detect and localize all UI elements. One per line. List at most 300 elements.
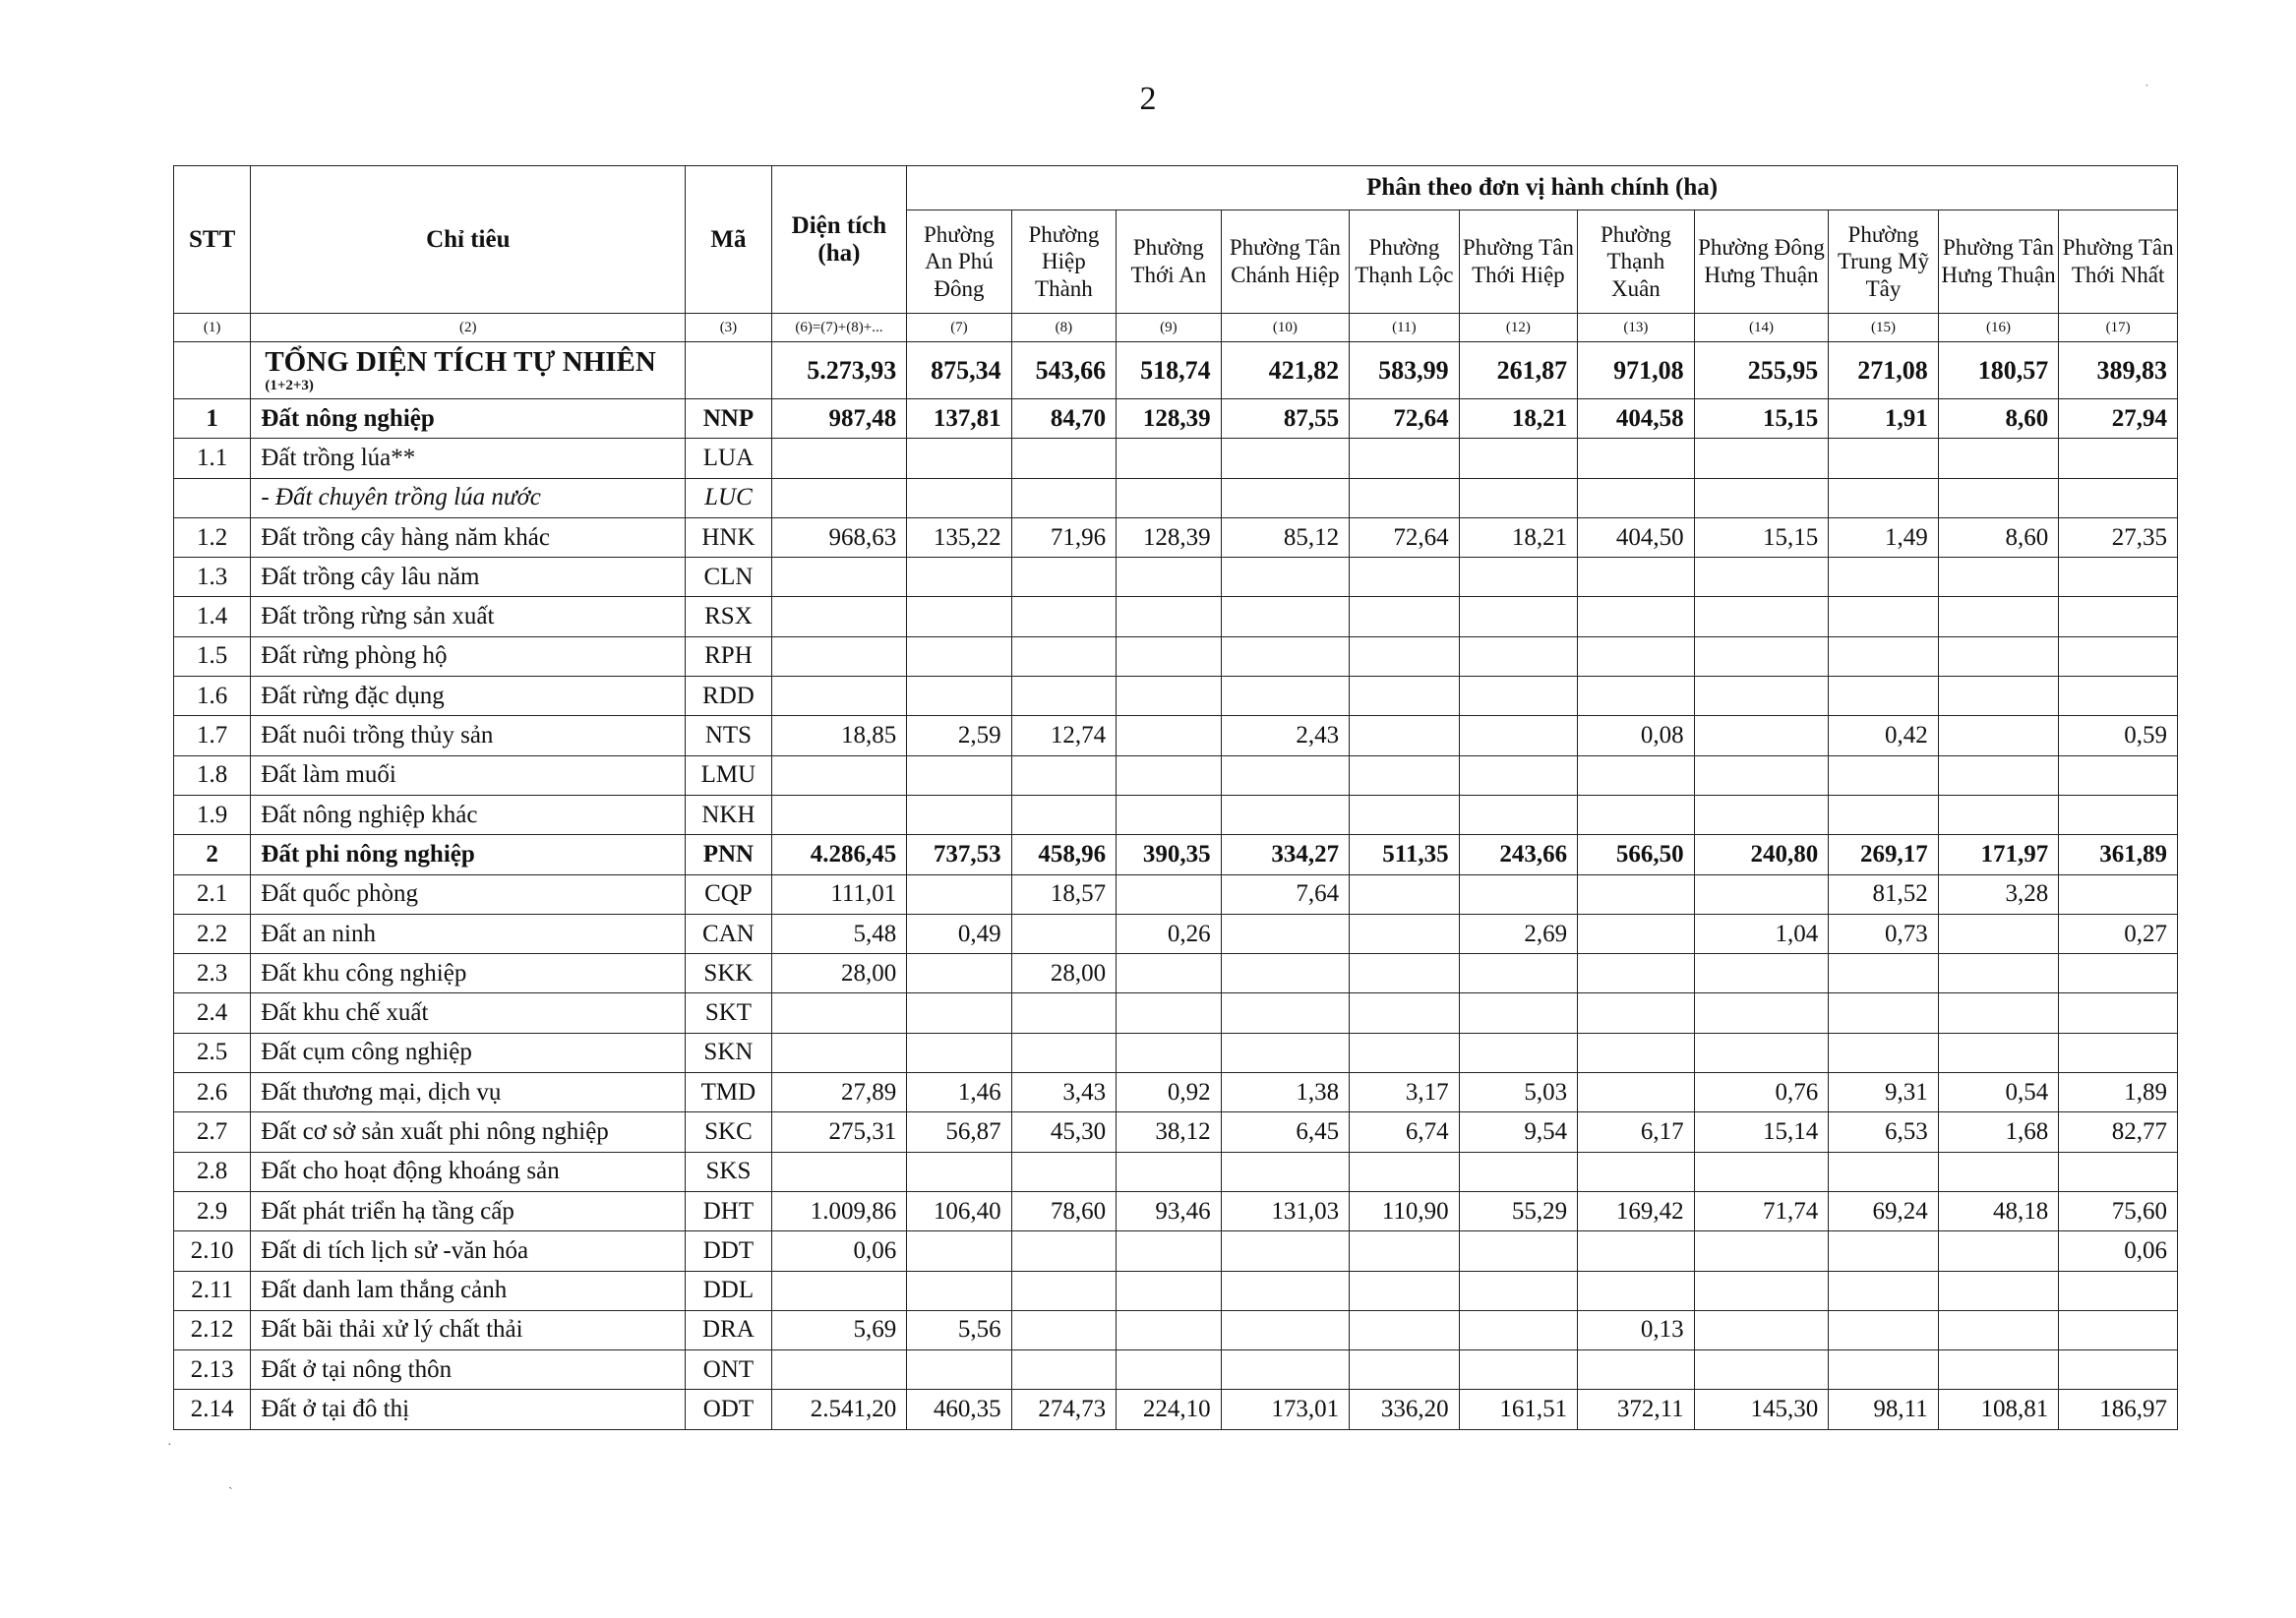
row-value-cell bbox=[1459, 558, 1578, 597]
table-row bbox=[174, 795, 2178, 834]
row-value-cell bbox=[771, 993, 907, 1033]
row-value-cell bbox=[1459, 874, 1578, 914]
row-value-cell bbox=[1117, 677, 1221, 716]
row-value-cell bbox=[1117, 636, 1221, 676]
row-value-cell: 111,01 bbox=[771, 874, 907, 914]
row-value-cell bbox=[1578, 795, 1695, 834]
row-value-cell bbox=[1938, 993, 2059, 1033]
total-value-cell: 518,74 bbox=[1117, 342, 1221, 399]
row-indicator: Đất phát triển hạ tầng cấp bbox=[251, 1191, 686, 1230]
row-value-cell: 274,73 bbox=[1011, 1390, 1116, 1429]
header-ward: Phường Tân Thới Nhất bbox=[2059, 210, 2178, 314]
row-value-cell: 186,97 bbox=[2059, 1390, 2178, 1429]
row-indicator: Đất khu chế xuất bbox=[251, 993, 686, 1033]
row-value-cell bbox=[907, 954, 1011, 993]
total-value-cell: 180,57 bbox=[1938, 342, 2059, 399]
table-row bbox=[174, 1112, 2178, 1152]
row-value-cell bbox=[907, 755, 1011, 795]
row-value-cell bbox=[771, 1033, 907, 1072]
row-value-cell bbox=[1221, 677, 1350, 716]
row-value-cell bbox=[771, 795, 907, 834]
row-stt: 1.4 bbox=[174, 597, 251, 636]
row-value-cell: 69,24 bbox=[1829, 1191, 1938, 1230]
row-value-cell: 3,17 bbox=[1350, 1073, 1459, 1112]
row-value-cell: 0,06 bbox=[2059, 1231, 2178, 1271]
row-indicator: Đất ở tại đô thị bbox=[251, 1390, 686, 1429]
row-value-cell: 5,48 bbox=[771, 914, 907, 953]
total-stt-cell bbox=[174, 342, 251, 399]
row-value-cell bbox=[1221, 558, 1350, 597]
row-value-cell bbox=[1117, 1350, 1221, 1390]
table-row bbox=[174, 1390, 2178, 1429]
row-value-cell: 2,69 bbox=[1459, 914, 1578, 953]
row-code: LUA bbox=[686, 439, 771, 478]
row-value-cell bbox=[1829, 993, 1938, 1033]
row-value-cell bbox=[1350, 597, 1459, 636]
row-stt: 2 bbox=[174, 835, 251, 874]
row-value-cell bbox=[1221, 1152, 1350, 1191]
row-value-cell: 75,60 bbox=[2059, 1191, 2178, 1230]
row-value-cell: 9,54 bbox=[1459, 1112, 1578, 1152]
row-stt: 2.7 bbox=[174, 1112, 251, 1152]
row-value-cell: 511,35 bbox=[1350, 835, 1459, 874]
row-value-cell bbox=[1350, 1152, 1459, 1191]
row-stt: 2.11 bbox=[174, 1271, 251, 1310]
row-value-cell bbox=[1350, 1033, 1459, 1072]
row-value-cell bbox=[2059, 478, 2178, 517]
row-value-cell bbox=[1938, 439, 2059, 478]
row-value-cell bbox=[1578, 874, 1695, 914]
row-stt: 2.6 bbox=[174, 1073, 251, 1112]
column-index-cell: (9) bbox=[1117, 314, 1221, 342]
total-code-cell bbox=[686, 342, 771, 399]
column-index-cell: (7) bbox=[907, 314, 1011, 342]
row-value-cell bbox=[2059, 1310, 2178, 1349]
row-value-cell bbox=[1011, 478, 1116, 517]
row-value-cell: 460,35 bbox=[907, 1390, 1011, 1429]
row-value-cell: 72,64 bbox=[1350, 517, 1459, 557]
row-value-cell bbox=[1694, 1152, 1829, 1191]
row-value-cell bbox=[1938, 1152, 2059, 1191]
row-value-cell bbox=[1459, 1271, 1578, 1310]
row-value-cell bbox=[1578, 558, 1695, 597]
row-value-cell bbox=[1011, 439, 1116, 478]
row-indicator: Đất trồng rừng sản xuất bbox=[251, 597, 686, 636]
row-value-cell: 78,60 bbox=[1011, 1191, 1116, 1230]
row-value-cell bbox=[1938, 755, 2059, 795]
table-row bbox=[174, 597, 2178, 636]
row-value-cell bbox=[2059, 636, 2178, 676]
row-code: CQP bbox=[686, 874, 771, 914]
row-value-cell bbox=[907, 1033, 1011, 1072]
row-indicator: Đất cụm công nghiệp bbox=[251, 1033, 686, 1072]
row-value-cell bbox=[1829, 1231, 1938, 1271]
row-value-cell bbox=[907, 478, 1011, 517]
row-value-cell bbox=[1938, 954, 2059, 993]
row-value-cell: 171,97 bbox=[1938, 835, 2059, 874]
total-value-cell: 421,82 bbox=[1221, 342, 1350, 399]
table-row bbox=[174, 517, 2178, 557]
row-value-cell: 169,42 bbox=[1578, 1191, 1695, 1230]
row-value-cell bbox=[1938, 677, 2059, 716]
row-indicator: Đất di tích lịch sử -văn hóa bbox=[251, 1231, 686, 1271]
row-value-cell bbox=[1221, 636, 1350, 676]
row-code: RSX bbox=[686, 597, 771, 636]
row-value-cell: 1,38 bbox=[1221, 1073, 1350, 1112]
row-value-cell: 5,03 bbox=[1459, 1073, 1578, 1112]
row-value-cell bbox=[1350, 677, 1459, 716]
row-value-cell: 4.286,45 bbox=[771, 835, 907, 874]
row-value-cell bbox=[1694, 1231, 1829, 1271]
row-value-cell bbox=[1350, 636, 1459, 676]
column-index-cell: (2) bbox=[251, 314, 686, 342]
row-value-cell bbox=[1694, 1310, 1829, 1349]
total-value-cell: 261,87 bbox=[1459, 342, 1578, 399]
row-value-cell bbox=[1011, 597, 1116, 636]
row-value-cell: 5,56 bbox=[907, 1310, 1011, 1349]
row-value-cell: 3,43 bbox=[1011, 1073, 1116, 1112]
row-value-cell bbox=[1578, 1073, 1695, 1112]
row-value-cell bbox=[1117, 874, 1221, 914]
row-value-cell: 48,18 bbox=[1938, 1191, 2059, 1230]
row-value-cell bbox=[1578, 1350, 1695, 1390]
row-value-cell: 173,01 bbox=[1221, 1390, 1350, 1429]
row-code: ONT bbox=[686, 1350, 771, 1390]
row-code: DRA bbox=[686, 1310, 771, 1349]
row-value-cell: 1.009,86 bbox=[771, 1191, 907, 1230]
header-area-label: Diện tích (ha) bbox=[791, 211, 887, 267]
row-value-cell: 1,68 bbox=[1938, 1112, 2059, 1152]
row-value-cell: 85,12 bbox=[1221, 517, 1350, 557]
row-value-cell: 0,08 bbox=[1578, 716, 1695, 755]
row-value-cell bbox=[1459, 716, 1578, 755]
row-stt: 2.10 bbox=[174, 1231, 251, 1271]
row-value-cell: 6,45 bbox=[1221, 1112, 1350, 1152]
row-value-cell: 0,92 bbox=[1117, 1073, 1221, 1112]
scan-speck: ˙ bbox=[2145, 83, 2149, 97]
row-value-cell: 55,29 bbox=[1459, 1191, 1578, 1230]
row-stt: 1.9 bbox=[174, 795, 251, 834]
row-indicator: Đất trồng cây hàng năm khác bbox=[251, 517, 686, 557]
row-value-cell bbox=[2059, 558, 2178, 597]
row-value-cell bbox=[1938, 558, 2059, 597]
scan-speck: · bbox=[167, 1438, 172, 1453]
row-value-cell bbox=[1938, 1271, 2059, 1310]
header-ward: Phường Đông Hưng Thuận bbox=[1694, 210, 1829, 314]
row-code: NTS bbox=[686, 716, 771, 755]
total-value-cell: 255,95 bbox=[1694, 342, 1829, 399]
row-value-cell bbox=[907, 636, 1011, 676]
row-value-cell bbox=[2059, 795, 2178, 834]
row-value-cell bbox=[1938, 597, 2059, 636]
column-index-cell: (1) bbox=[174, 314, 251, 342]
column-index-cell: (11) bbox=[1350, 314, 1459, 342]
row-value-cell bbox=[1694, 1350, 1829, 1390]
column-index-cell: (10) bbox=[1221, 314, 1350, 342]
row-value-cell bbox=[1938, 1350, 2059, 1390]
total-sublabel: (1+2+3) bbox=[265, 377, 314, 393]
row-value-cell bbox=[1350, 558, 1459, 597]
row-stt: 1.8 bbox=[174, 755, 251, 795]
row-value-cell bbox=[1011, 755, 1116, 795]
row-value-cell: 56,87 bbox=[907, 1112, 1011, 1152]
row-value-cell: 6,74 bbox=[1350, 1112, 1459, 1152]
row-value-cell bbox=[1221, 755, 1350, 795]
table-row bbox=[174, 1033, 2178, 1072]
header-ward: Phường Tân Hưng Thuận bbox=[1938, 210, 2059, 314]
row-value-cell bbox=[1938, 795, 2059, 834]
row-value-cell bbox=[1938, 914, 2059, 953]
row-indicator: Đất quốc phòng bbox=[251, 874, 686, 914]
row-value-cell: 18,85 bbox=[771, 716, 907, 755]
row-indicator: Đất ở tại nông thôn bbox=[251, 1350, 686, 1390]
row-value-cell bbox=[1221, 1033, 1350, 1072]
column-index-cell: (15) bbox=[1829, 314, 1938, 342]
row-value-cell bbox=[1221, 954, 1350, 993]
table-row bbox=[174, 914, 2178, 953]
row-value-cell bbox=[771, 1350, 907, 1390]
row-value-cell bbox=[1117, 755, 1221, 795]
row-value-cell bbox=[907, 874, 1011, 914]
row-stt: 2.2 bbox=[174, 914, 251, 953]
row-value-cell bbox=[1221, 1350, 1350, 1390]
row-value-cell: 0,26 bbox=[1117, 914, 1221, 953]
row-value-cell: 269,17 bbox=[1829, 835, 1938, 874]
row-code: LMU bbox=[686, 755, 771, 795]
row-value-cell: 0,73 bbox=[1829, 914, 1938, 953]
row-value-cell: 110,90 bbox=[1350, 1191, 1459, 1230]
column-index-cell: (8) bbox=[1011, 314, 1116, 342]
row-value-cell: 12,74 bbox=[1011, 716, 1116, 755]
row-value-cell bbox=[1117, 993, 1221, 1033]
row-indicator: Đất khu công nghiệp bbox=[251, 954, 686, 993]
row-value-cell bbox=[1938, 478, 2059, 517]
column-index-cell: (6)=(7)+(8)+... bbox=[771, 314, 907, 342]
table-row bbox=[174, 1152, 2178, 1191]
row-value-cell bbox=[1578, 439, 1695, 478]
row-value-cell bbox=[907, 993, 1011, 1033]
row-value-cell bbox=[1221, 1310, 1350, 1349]
table-row bbox=[174, 1310, 2178, 1349]
row-value-cell bbox=[1578, 1033, 1695, 1072]
table-row bbox=[174, 835, 2178, 874]
row-value-cell bbox=[1694, 954, 1829, 993]
row-value-cell: 135,22 bbox=[907, 517, 1011, 557]
row-value-cell: 275,31 bbox=[771, 1112, 907, 1152]
row-value-cell: 0,49 bbox=[907, 914, 1011, 953]
row-value-cell bbox=[907, 597, 1011, 636]
row-value-cell bbox=[2059, 439, 2178, 478]
table-row bbox=[174, 1271, 2178, 1310]
row-value-cell: 390,35 bbox=[1117, 835, 1221, 874]
row-code: LUC bbox=[686, 478, 771, 517]
row-value-cell: 98,11 bbox=[1829, 1390, 1938, 1429]
row-value-cell: 45,30 bbox=[1011, 1112, 1116, 1152]
row-stt: 2.13 bbox=[174, 1350, 251, 1390]
row-value-cell bbox=[1117, 795, 1221, 834]
row-value-cell bbox=[1694, 993, 1829, 1033]
row-value-cell: 15,15 bbox=[1694, 517, 1829, 557]
row-value-cell: 0,76 bbox=[1694, 1073, 1829, 1112]
row-value-cell bbox=[1011, 1350, 1116, 1390]
table-row bbox=[174, 716, 2178, 755]
row-value-cell bbox=[1459, 795, 1578, 834]
header-ward: Phường Hiệp Thành bbox=[1011, 210, 1116, 314]
table-body bbox=[174, 342, 2178, 1430]
row-value-cell bbox=[1350, 954, 1459, 993]
column-index-cell: (12) bbox=[1459, 314, 1578, 342]
row-value-cell bbox=[1011, 1033, 1116, 1072]
row-value-cell bbox=[1829, 954, 1938, 993]
row-value-cell bbox=[1221, 795, 1350, 834]
column-index-row bbox=[174, 314, 2178, 342]
row-code: SKK bbox=[686, 954, 771, 993]
row-value-cell bbox=[1459, 1152, 1578, 1191]
row-value-cell: 106,40 bbox=[907, 1191, 1011, 1230]
row-value-cell bbox=[1459, 677, 1578, 716]
row-value-cell: 87,55 bbox=[1221, 399, 1350, 439]
row-value-cell bbox=[771, 597, 907, 636]
row-value-cell bbox=[1829, 755, 1938, 795]
row-value-cell bbox=[1578, 478, 1695, 517]
header-stt: STT bbox=[174, 166, 251, 314]
row-value-cell bbox=[1829, 1152, 1938, 1191]
row-value-cell: 15,14 bbox=[1694, 1112, 1829, 1152]
row-value-cell: 27,94 bbox=[2059, 399, 2178, 439]
row-stt bbox=[174, 478, 251, 517]
row-value-cell: 18,57 bbox=[1011, 874, 1116, 914]
row-stt: 1 bbox=[174, 399, 251, 439]
row-indicator: Đất bãi thải xử lý chất thải bbox=[251, 1310, 686, 1349]
row-indicator: Đất trồng cây lâu năm bbox=[251, 558, 686, 597]
row-value-cell: 458,96 bbox=[1011, 835, 1116, 874]
row-value-cell bbox=[1829, 1271, 1938, 1310]
row-value-cell: 987,48 bbox=[771, 399, 907, 439]
row-value-cell: 566,50 bbox=[1578, 835, 1695, 874]
row-code: SKT bbox=[686, 993, 771, 1033]
column-index-cell: (13) bbox=[1578, 314, 1695, 342]
row-value-cell bbox=[1117, 954, 1221, 993]
row-value-cell: 404,58 bbox=[1578, 399, 1695, 439]
row-code: DDL bbox=[686, 1271, 771, 1310]
total-value-cell: 389,83 bbox=[2059, 342, 2178, 399]
row-code: DHT bbox=[686, 1191, 771, 1230]
row-value-cell bbox=[1221, 597, 1350, 636]
row-value-cell bbox=[1829, 558, 1938, 597]
row-value-cell bbox=[771, 636, 907, 676]
row-value-cell bbox=[1221, 914, 1350, 953]
row-value-cell bbox=[1829, 439, 1938, 478]
row-value-cell bbox=[1694, 439, 1829, 478]
row-value-cell bbox=[1459, 1033, 1578, 1072]
row-value-cell: 28,00 bbox=[771, 954, 907, 993]
row-value-cell bbox=[1117, 716, 1221, 755]
row-value-cell: 1,91 bbox=[1829, 399, 1938, 439]
row-value-cell bbox=[1459, 954, 1578, 993]
row-value-cell bbox=[1578, 755, 1695, 795]
row-code: NKH bbox=[686, 795, 771, 834]
row-value-cell bbox=[1350, 755, 1459, 795]
land-use-table bbox=[173, 165, 2178, 1430]
row-value-cell: 82,77 bbox=[2059, 1112, 2178, 1152]
row-value-cell bbox=[1459, 478, 1578, 517]
row-value-cell bbox=[907, 439, 1011, 478]
row-code: TMD bbox=[686, 1073, 771, 1112]
table-row bbox=[174, 558, 2178, 597]
header-indicator: Chỉ tiêu bbox=[251, 166, 686, 314]
row-value-cell bbox=[2059, 993, 2178, 1033]
row-value-cell: 1,89 bbox=[2059, 1073, 2178, 1112]
total-value-cell: 583,99 bbox=[1350, 342, 1459, 399]
row-value-cell bbox=[1829, 636, 1938, 676]
row-value-cell: 81,52 bbox=[1829, 874, 1938, 914]
row-stt: 1.7 bbox=[174, 716, 251, 755]
table-row bbox=[174, 874, 2178, 914]
row-value-cell: 71,74 bbox=[1694, 1191, 1829, 1230]
row-indicator: - Đất chuyên trồng lúa nước bbox=[251, 478, 686, 517]
row-value-cell bbox=[2059, 1350, 2178, 1390]
row-value-cell bbox=[2059, 1033, 2178, 1072]
row-value-cell bbox=[771, 439, 907, 478]
row-value-cell: 9,31 bbox=[1829, 1073, 1938, 1112]
row-value-cell bbox=[1221, 1271, 1350, 1310]
row-value-cell: 0,54 bbox=[1938, 1073, 2059, 1112]
row-value-cell: 145,30 bbox=[1694, 1390, 1829, 1429]
row-value-cell: 1,46 bbox=[907, 1073, 1011, 1112]
row-indicator: Đất danh lam thắng cảnh bbox=[251, 1271, 686, 1310]
row-value-cell bbox=[1829, 478, 1938, 517]
row-value-cell bbox=[1578, 993, 1695, 1033]
row-value-cell bbox=[1829, 677, 1938, 716]
row-value-cell: 336,20 bbox=[1350, 1390, 1459, 1429]
table-row bbox=[174, 478, 2178, 517]
total-value-cell: 271,08 bbox=[1829, 342, 1938, 399]
row-value-cell bbox=[1694, 677, 1829, 716]
row-value-cell bbox=[1829, 795, 1938, 834]
row-value-cell bbox=[1459, 1231, 1578, 1271]
table-row bbox=[174, 439, 2178, 478]
total-row bbox=[174, 342, 2178, 399]
row-stt: 1.6 bbox=[174, 677, 251, 716]
row-value-cell bbox=[1011, 677, 1116, 716]
row-value-cell bbox=[1011, 1310, 1116, 1349]
row-stt: 2.8 bbox=[174, 1152, 251, 1191]
row-indicator: Đất nông nghiệp khác bbox=[251, 795, 686, 834]
row-value-cell bbox=[1459, 439, 1578, 478]
row-value-cell bbox=[1350, 993, 1459, 1033]
row-value-cell: 1,04 bbox=[1694, 914, 1829, 953]
row-value-cell bbox=[2059, 1152, 2178, 1191]
column-index-cell: (3) bbox=[686, 314, 771, 342]
row-value-cell: 372,11 bbox=[1578, 1390, 1695, 1429]
row-value-cell: 224,10 bbox=[1117, 1390, 1221, 1429]
row-value-cell bbox=[1694, 1033, 1829, 1072]
row-value-cell bbox=[1350, 478, 1459, 517]
header-ward: Phường An Phú Đông bbox=[907, 210, 1011, 314]
row-value-cell: 18,21 bbox=[1459, 399, 1578, 439]
row-value-cell bbox=[1578, 597, 1695, 636]
row-value-cell bbox=[1350, 795, 1459, 834]
row-value-cell: 18,21 bbox=[1459, 517, 1578, 557]
row-value-cell bbox=[1578, 636, 1695, 676]
row-value-cell bbox=[1694, 716, 1829, 755]
row-value-cell bbox=[1694, 597, 1829, 636]
row-stt: 1.3 bbox=[174, 558, 251, 597]
row-value-cell: 737,53 bbox=[907, 835, 1011, 874]
row-value-cell: 0,42 bbox=[1829, 716, 1938, 755]
scan-speck: ˏ bbox=[228, 1475, 233, 1490]
row-value-cell bbox=[1117, 1231, 1221, 1271]
